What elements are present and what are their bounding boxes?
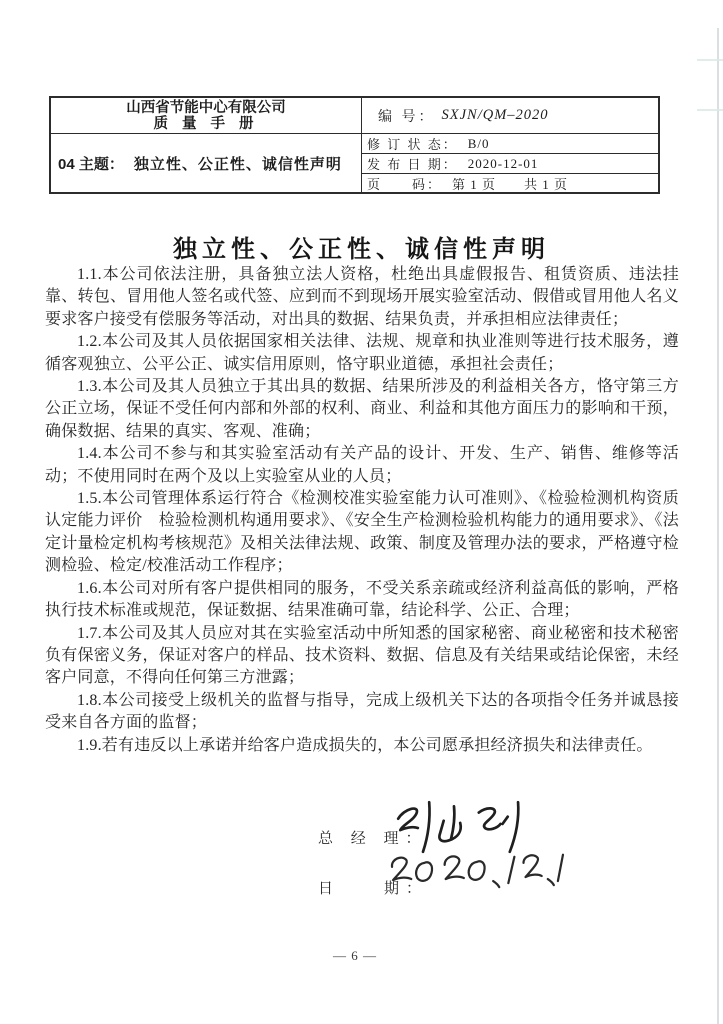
document-title: 独立性、公正性、诚信性声明 — [173, 237, 550, 263]
footer-page-number: — 6 — — [333, 948, 377, 963]
scan-edge-tick — [697, 59, 723, 61]
paragraph-1-5: 1.5.本公司管理体系运行符合《检测校准实验室能力认可准则》、《检验检测机构资质认定能力评价 检验检测机构通用要求》、《安全生产检测检验机构能力的通用要求》、《法定计量检定机构考核规范》及相关法律法规、政策、制度及管理办法的要求，严格遵守检测检验、检定/校准活动工作程序； — [45, 490, 679, 575]
company-title-cell — [51, 98, 362, 134]
page-value: 第 1 页 共 1 页 — [452, 177, 569, 192]
paragraph-1-8: 1.8.本公司接受上级机关的监督与指导，完成上级机关下达的各项指令任务并诚恳接受来自各方面的监督； — [45, 691, 679, 732]
subject-cell — [51, 134, 362, 192]
general-manager-label: 总 经 理： — [318, 831, 428, 847]
subject-value: 独立性、公正性、诚信性声明 — [133, 155, 342, 173]
document-body — [45, 264, 679, 757]
page-label: 页 码： — [367, 177, 443, 192]
document-header-table — [49, 96, 660, 194]
handwritten-date — [388, 850, 568, 900]
page-number-row — [362, 173, 658, 193]
subject-label: 04 主题： — [58, 155, 124, 173]
company-name: 山西省节能中心有限公司 — [126, 99, 286, 116]
paragraph-1-3: 1.3.本公司及其人员独立于其出具的数据、结果所涉及的利益相关各方，恪守第三方公正立场，保证不受任何内部和外部的权利、商业、利益和其他方面压力的影响和干预，确保数据、结果的真实、客观、准确； — [45, 378, 679, 440]
paragraph-1-2: 1.2.本公司及其人员依据国家相关法律、法规、规章和执业准则等进行技术服务，遵循客观独立、公平公正、诚实信用原则，恪守职业道德，承担社会责任； — [45, 333, 679, 373]
paragraph-1-4: 1.4.本公司不参与和其实验室活动有关产品的设计、开发、生产、销售、维修等活动；不使用同时在两个及以上实验室从业的人员； — [45, 445, 679, 485]
date-label: 日 期： — [318, 881, 429, 897]
revision-status-row — [362, 134, 658, 153]
paragraph-1-1: 1.1.本公司依法注册，具备独立法人资格，杜绝出具虚假报告、租赁资质、违法挂靠、转包、冒用他人签名或代签、应到而不到现场开展实验室活动、假借或冒用他人名义要求客户接受有偿服务等活动，对出具的数据、结果负责，并承担相应法律责任； — [45, 266, 679, 328]
revision-value: B/0 — [467, 135, 490, 151]
paragraph-1-9: 1.9.若有违反以上承诺并给客户造成损失的，本公司愿承担经济损失和法律责任。 — [77, 736, 653, 754]
scan-edge-line — [717, 28, 719, 1024]
code-label: 编 号： — [378, 109, 436, 125]
paragraph-1-7: 1.7.本公司及其人员应对其在实验室活动中所知悉的国家秘密、商业秘密和技术秘密负有保密义务，保证对客户的样品、技术资料、数据、信息及有关结果或结论保密，未经客户同意，不得向任何第三方泄露； — [45, 624, 679, 687]
paragraph-1-6: 1.6.本公司对所有客户提供相同的服务，不受关系亲疏或经济利益高低的影响，严格执行技术标准或规范，保证数据、结果准确可靠，结论科学、公正、合理； — [45, 579, 679, 620]
document-code-cell — [362, 98, 658, 134]
manual-title: 质 量 手 册 — [153, 115, 259, 132]
code-value: SXJN/QM–2020 — [441, 107, 549, 123]
issue-date-label: 发 布 日 期： — [367, 157, 458, 172]
revision-label: 修 订 状 态： — [367, 137, 458, 152]
issue-date-value: 2020-12-01 — [467, 155, 539, 171]
scan-edge-tick — [697, 109, 723, 111]
meta-cell — [362, 134, 658, 192]
issue-date-row — [362, 153, 658, 173]
